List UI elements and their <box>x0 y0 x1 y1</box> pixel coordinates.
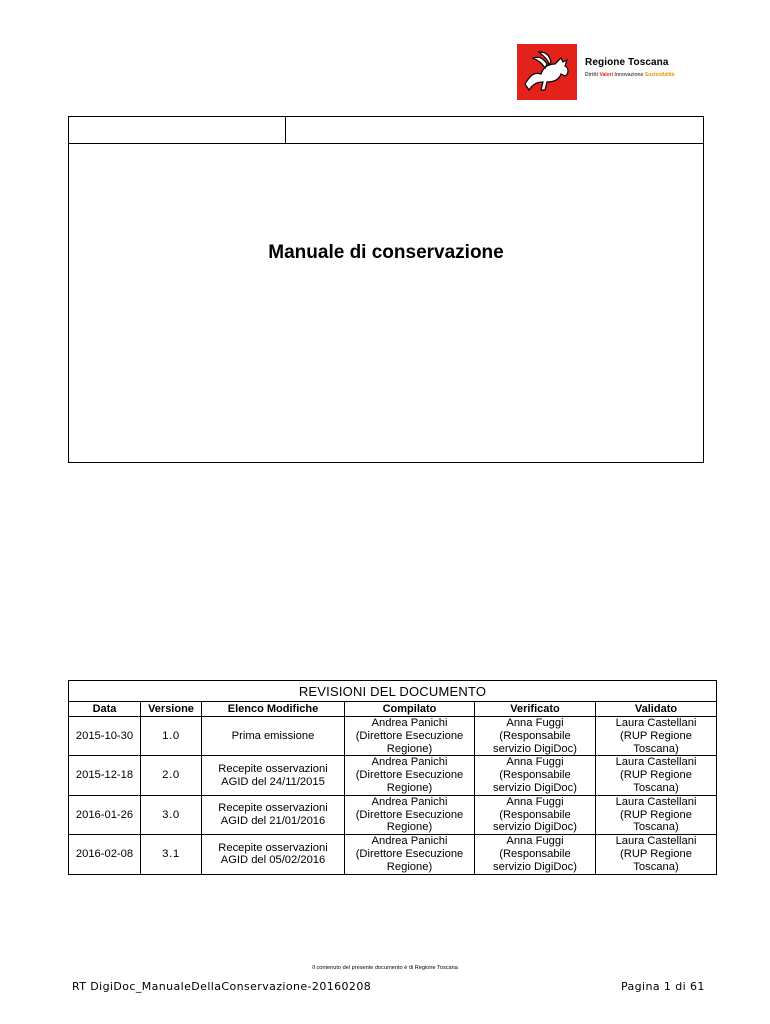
table-row <box>69 717 717 756</box>
column-header: Data <box>69 702 141 717</box>
title-header-row <box>69 117 703 144</box>
validated-by: Laura Castellani (RUP Regione Toscana) <box>615 795 697 834</box>
footer-note: Il contenuto del presente documento è di Regione Toscana <box>312 965 458 971</box>
changes-text: Recepite osservazioni AGID del 21/01/2016 <box>218 802 328 827</box>
cell-verificato <box>475 835 596 874</box>
page-number: Pagina 1 di 61 <box>621 980 705 993</box>
validated-by: Laura Castellani (RUP Regione Toscana) <box>615 835 697 873</box>
verified-by: Anna Fuggi (Responsabile servizio DigiDoc) <box>493 795 577 834</box>
cell-versione <box>141 835 202 874</box>
cell-modifiche <box>202 795 345 834</box>
revisions-caption: REVISIONI DEL DOCUMENTO <box>69 681 717 702</box>
table-header-row <box>69 702 717 717</box>
verified-by: Anna Fuggi (Responsabile servizio DigiDoc) <box>493 717 577 755</box>
column-header: Verificato <box>475 702 596 717</box>
tagline-word: Valori <box>599 72 614 78</box>
version-value: 2.0 <box>162 769 180 782</box>
changes-text: Recepite osservazioni AGID del 24/11/2015 <box>218 762 328 788</box>
cell-validato <box>596 717 717 756</box>
table-row <box>69 795 717 834</box>
column-header: Validato <box>596 702 717 717</box>
cell-modifiche <box>202 756 345 795</box>
cell-validato <box>596 795 717 834</box>
cell-versione <box>141 795 202 834</box>
verified-by: Anna Fuggi (Responsabile servizio DigiDoc) <box>493 756 577 794</box>
cell-validato <box>596 835 717 874</box>
logo-tagline <box>585 72 675 78</box>
tagline-word: Innovazione <box>614 72 644 78</box>
cell-verificato <box>475 795 596 834</box>
version-value: 3.0 <box>162 808 180 821</box>
cell-verificato <box>475 756 596 795</box>
cell-data: 2015-10-30 <box>69 717 141 756</box>
logo-name: Regione Toscana <box>585 57 669 68</box>
table-row <box>69 756 717 795</box>
cell-modifiche <box>202 717 345 756</box>
compiled-by: Andrea Panichi (Direttore Esecuzione Regione) <box>355 756 464 794</box>
tagline-word: Sostenibilità <box>644 72 675 78</box>
compiled-by: Andrea Panichi (Direttore Esecuzione Regione) <box>355 795 464 834</box>
cell-data: 2015-12-18 <box>69 756 141 795</box>
compiled-by: Andrea Panichi (Direttore Esecuzione Regione) <box>355 835 464 873</box>
changes-text: Prima emissione <box>231 729 315 742</box>
column-header: Compilato <box>345 702 475 717</box>
verified-by: Anna Fuggi (Responsabile servizio DigiDoc) <box>493 835 577 873</box>
cell-data: 2016-01-26 <box>69 795 141 834</box>
column-header: Versione <box>141 702 202 717</box>
cell-compilato <box>345 835 475 874</box>
tagline-word: Diritti <box>585 72 599 78</box>
footer-filename: RT DigiDoc_ManualeDellaConservazione-20160208 <box>72 980 372 993</box>
revisions-table <box>68 680 717 875</box>
cell-compilato <box>345 756 475 795</box>
validated-by: Laura Castellani (RUP Regione Toscana) <box>615 756 697 794</box>
title-header-cell <box>69 117 286 143</box>
cell-compilato <box>345 717 475 756</box>
version-value: 1.0 <box>162 729 180 742</box>
changes-text: Recepite osservazioni AGID del 05/02/2016 <box>218 841 328 867</box>
document-title: Manuale di conservazione <box>268 242 504 263</box>
cell-data: 2016-02-08 <box>69 835 141 874</box>
cell-versione <box>141 756 202 795</box>
table-row <box>69 835 717 874</box>
cell-validato <box>596 756 717 795</box>
column-header: Elenco Modifiche <box>202 702 345 717</box>
pegasus-icon <box>517 44 577 100</box>
cell-modifiche <box>202 835 345 874</box>
compiled-by: Andrea Panichi (Direttore Esecuzione Regione) <box>355 717 464 755</box>
regione-toscana-logo <box>517 44 697 100</box>
validated-by: Laura Castellani (RUP Regione Toscana) <box>615 717 697 755</box>
cell-compilato <box>345 795 475 834</box>
cell-versione <box>141 717 202 756</box>
title-box <box>68 116 704 463</box>
version-value: 3.1 <box>162 847 180 860</box>
cell-verificato <box>475 717 596 756</box>
